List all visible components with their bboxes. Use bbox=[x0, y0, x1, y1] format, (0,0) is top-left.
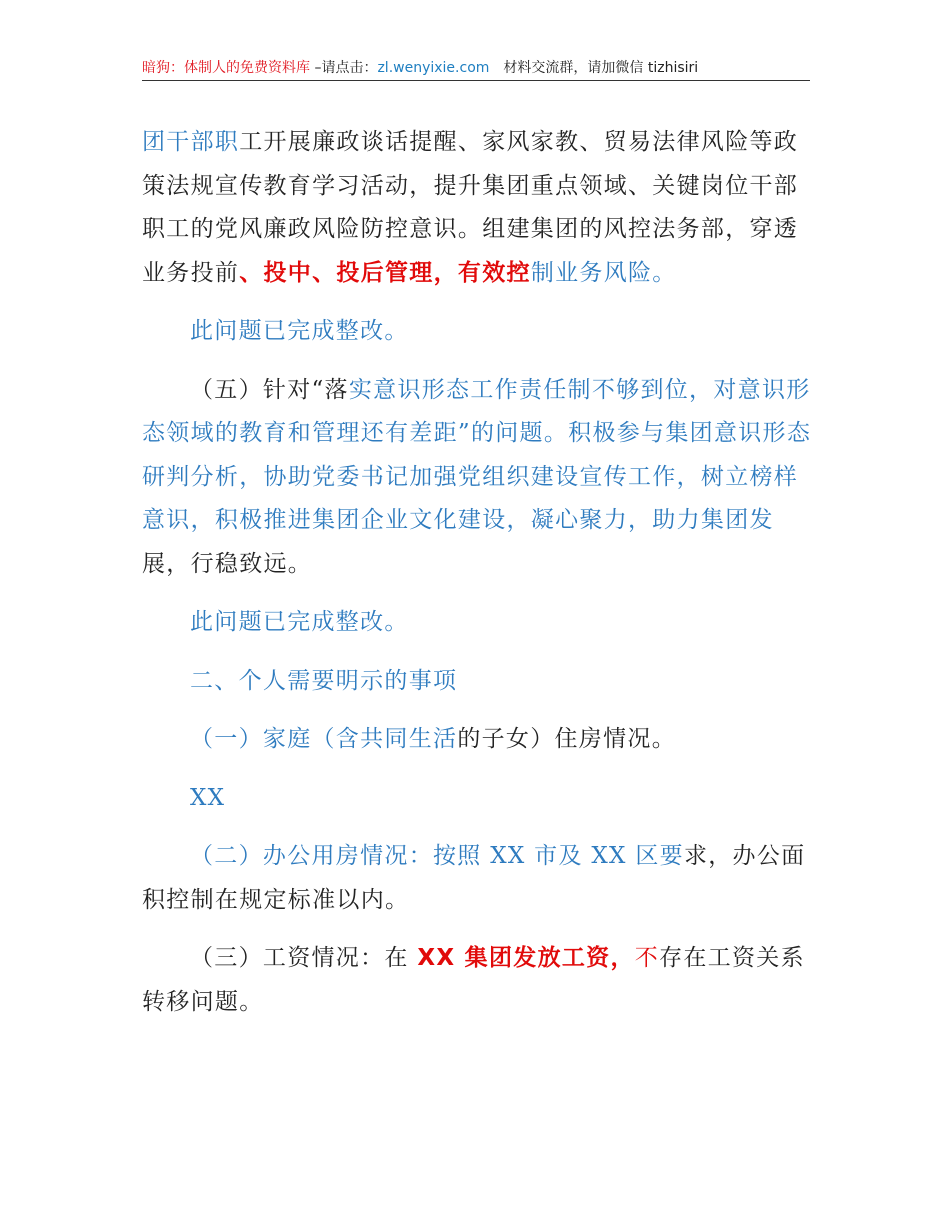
rectification-status: 此问题已完成整改。 bbox=[190, 318, 409, 344]
text-segment: 团干部职 bbox=[142, 129, 240, 155]
text-segment: 的子女）住房情况。 bbox=[457, 726, 677, 752]
header-prompt: –请点击： bbox=[310, 60, 378, 76]
text-segment: 存在工资关系转移问题。 bbox=[142, 945, 805, 1015]
text-segment: （三）工资情况：在 bbox=[190, 945, 418, 971]
highlighted-text: 不 bbox=[634, 945, 660, 971]
wechat-group-note: 材料交流群，请加微信 tizhisiri bbox=[503, 60, 699, 76]
item-salary bbox=[142, 937, 814, 1024]
page-header bbox=[142, 56, 810, 81]
item-office bbox=[142, 835, 814, 922]
text-segment: （二）办公用房情况：按照 XX 市及 XX 区要 bbox=[190, 843, 684, 869]
paragraph-ideology bbox=[142, 369, 814, 587]
text-segment: 制业务风险。 bbox=[530, 259, 677, 286]
text-segment: （五）针对“落 bbox=[190, 376, 349, 403]
text-segment: （一）家庭（含共同生活 bbox=[190, 726, 458, 752]
paragraph-risk-control bbox=[142, 121, 814, 295]
rectification-status: 此问题已完成整改。 bbox=[190, 609, 409, 635]
site-url-link[interactable]: zl.wenyixie.com bbox=[377, 60, 490, 76]
text-segment: 实意识形态工作责任制不够到位，对意识形态领域的教育和管理还有差距”的问题。积极参与集团意识形态研判分析，协助党委书记加强党组织建设宣传工作，树立榜样意识，积极推进集团企业文化建设，凝心聚力，助力集团发 bbox=[142, 376, 812, 533]
highlighted-text: 、投中、投后管理，有效控 bbox=[239, 259, 531, 286]
text-segment: 展，行稳致远。 bbox=[142, 550, 313, 577]
item-housing bbox=[142, 718, 814, 762]
text-segment: 求，办公面积控制在规定标准以内。 bbox=[142, 843, 806, 913]
site-name: 暗狗：体制人的免费资料库 bbox=[142, 60, 310, 76]
section-heading: 二、个人需要明示的事项 bbox=[190, 667, 458, 694]
highlighted-text: XX 集团发放工资， bbox=[417, 945, 635, 971]
housing-value: XX bbox=[190, 784, 226, 811]
text-segment: 工开展廉政谈话提醒、家风家教、贸易法律风险等政策法规宣传教育学习活动，提升集团重点领域、关键岗位干部职工的党风廉政风险防控意识。组建集团的风控法务部，穿透业务投前 bbox=[142, 129, 799, 286]
document-body bbox=[142, 121, 814, 1024]
